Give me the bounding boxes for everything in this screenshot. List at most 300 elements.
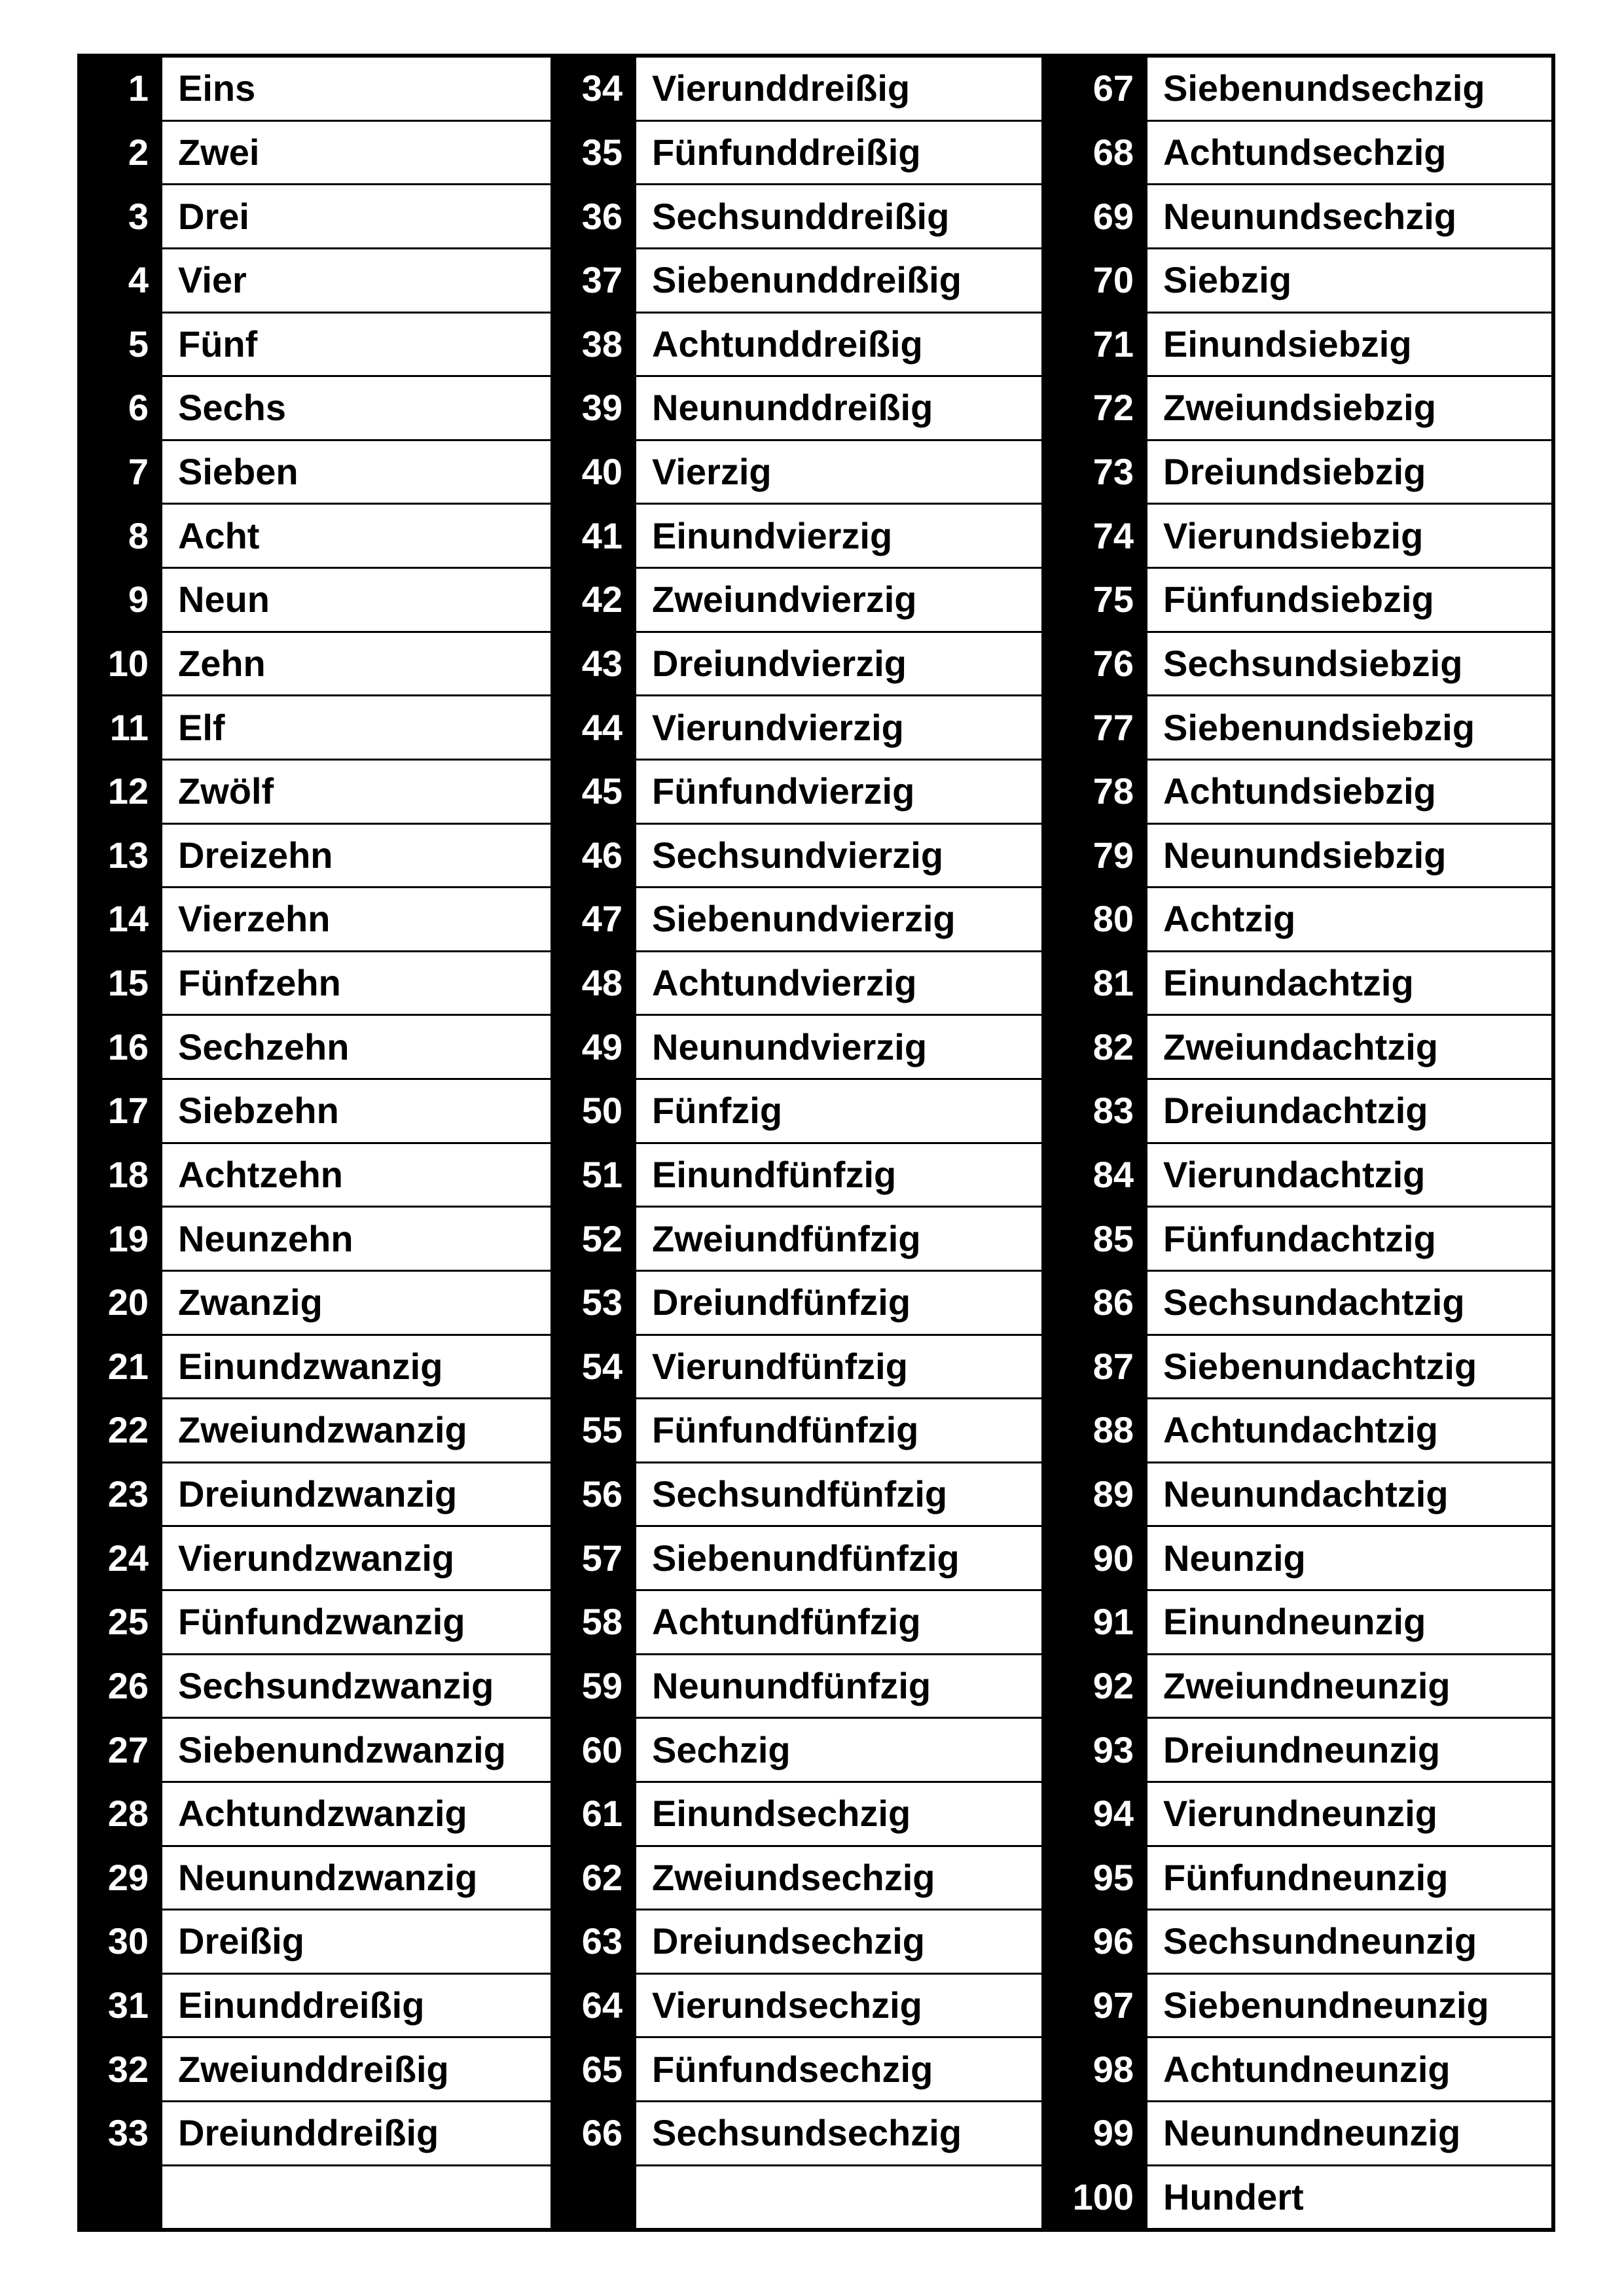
table-row — [1044, 1397, 1551, 1462]
word-cell — [634, 2166, 1041, 2229]
number-cell: 76 — [1044, 633, 1146, 695]
number-cell: 27 — [81, 1719, 160, 1781]
word-cell: Zweiundsiebzig — [1146, 377, 1551, 439]
table-row — [81, 58, 550, 120]
number-cell: 19 — [81, 1208, 160, 1270]
word-cell: Neunzig — [1146, 1527, 1551, 1589]
table-row — [553, 1973, 1041, 2037]
word-cell: Vierundfünfzig — [634, 1336, 1041, 1398]
word-cell: Neunundsechzig — [1146, 185, 1551, 247]
number-cell: 51 — [553, 1144, 634, 1206]
word-cell: Drei — [160, 185, 550, 247]
word-cell: Dreiundsiebzig — [1146, 441, 1551, 503]
table-row — [81, 375, 550, 439]
number-cell: 79 — [1044, 825, 1146, 887]
table-row — [553, 567, 1041, 631]
word-cell: Dreiunddreißig — [160, 2102, 550, 2164]
table-row — [81, 1462, 550, 1526]
number-cell: 63 — [553, 1910, 634, 1973]
number-cell: 45 — [553, 761, 634, 823]
word-cell: Neunundsiebzig — [1146, 825, 1551, 887]
table-row — [81, 1909, 550, 1973]
word-cell: Sieben — [160, 441, 550, 503]
table-row — [553, 247, 1041, 312]
number-cell: 84 — [1044, 1144, 1146, 1206]
word-cell: Einundfünfzig — [634, 1144, 1041, 1206]
number-cell: 70 — [1044, 249, 1146, 312]
table-row — [1044, 439, 1551, 503]
number-cell: 77 — [1044, 696, 1146, 759]
number-cell: 9 — [81, 569, 160, 631]
number-cell: 96 — [1044, 1910, 1146, 1973]
word-cell: Fünfundsechzig — [634, 2038, 1041, 2100]
word-cell: Einunddreißig — [160, 1975, 550, 2037]
number-cell: 78 — [1044, 761, 1146, 823]
number-cell: 1 — [81, 58, 160, 120]
table-row — [81, 1206, 550, 1270]
word-cell: Fünfundzwanzig — [160, 1591, 550, 1653]
number-cell: 37 — [553, 249, 634, 312]
number-cell: 38 — [553, 314, 634, 376]
number-cell: 43 — [553, 633, 634, 695]
word-cell: Dreiundachtzig — [1146, 1080, 1551, 1142]
number-cell: 92 — [1044, 1655, 1146, 1717]
word-cell: Neun — [160, 569, 550, 631]
number-cell: 47 — [553, 888, 634, 950]
table-row — [553, 886, 1041, 950]
word-cell: Dreiundvierzig — [634, 633, 1041, 695]
table-row — [1044, 1462, 1551, 1526]
table-row — [553, 1270, 1041, 1334]
number-cell: 15 — [81, 952, 160, 1014]
table-row — [553, 120, 1041, 184]
table-row — [81, 1014, 550, 1078]
word-cell: Sechsundfünfzig — [634, 1463, 1041, 1526]
number-cell: 34 — [553, 58, 634, 120]
word-cell: Fünf — [160, 314, 550, 376]
table-row — [1044, 1014, 1551, 1078]
table-row — [81, 1653, 550, 1717]
table-row — [81, 1270, 550, 1334]
number-cell: 44 — [553, 696, 634, 759]
word-cell: Siebenundsechzig — [1146, 58, 1551, 120]
word-cell: Siebenunddreißig — [634, 249, 1041, 312]
number-cell: 8 — [81, 505, 160, 567]
word-cell: Dreiundneunzig — [1146, 1719, 1551, 1781]
table-row — [81, 1589, 550, 1653]
word-cell: Hundert — [1146, 2166, 1551, 2229]
number-cell: 6 — [81, 377, 160, 439]
word-cell: Sechsunddreißig — [634, 185, 1041, 247]
table-row — [1044, 886, 1551, 950]
number-cell — [553, 2166, 634, 2229]
table-row — [81, 2036, 550, 2100]
number-cell: 36 — [553, 185, 634, 247]
number-cell: 95 — [1044, 1847, 1146, 1909]
table-row — [553, 1206, 1041, 1270]
table-row — [553, 1397, 1041, 1462]
number-cell: 58 — [553, 1591, 634, 1653]
table-row — [1044, 694, 1551, 759]
word-cell — [160, 2166, 550, 2229]
table-row — [81, 2100, 550, 2164]
word-cell: Dreiundsechzig — [634, 1910, 1041, 1973]
word-cell: Achtundneunzig — [1146, 2038, 1551, 2100]
number-cell: 60 — [553, 1719, 634, 1781]
word-cell: Zwölf — [160, 761, 550, 823]
table-row — [553, 503, 1041, 567]
number-cell: 35 — [553, 122, 634, 184]
word-cell: Zweiundachtzig — [1146, 1016, 1551, 1078]
number-cell: 11 — [81, 696, 160, 759]
table-row — [81, 823, 550, 887]
table-row — [81, 1717, 550, 1781]
number-cell: 32 — [81, 2038, 160, 2100]
number-cell: 10 — [81, 633, 160, 695]
word-cell: Sechsundsiebzig — [1146, 633, 1551, 695]
word-cell: Vierundzwanzig — [160, 1527, 550, 1589]
number-cell: 86 — [1044, 1272, 1146, 1334]
word-cell: Vierundsechzig — [634, 1975, 1041, 2037]
number-cell: 93 — [1044, 1719, 1146, 1781]
number-cell: 14 — [81, 888, 160, 950]
number-cell: 2 — [81, 122, 160, 184]
number-cell: 91 — [1044, 1591, 1146, 1653]
word-cell: Achtundzwanzig — [160, 1783, 550, 1845]
word-cell: Dreiundfünfzig — [634, 1272, 1041, 1334]
number-cell: 87 — [1044, 1336, 1146, 1398]
word-cell: Sechzehn — [160, 1016, 550, 1078]
word-cell: Einundzwanzig — [160, 1336, 550, 1398]
table-row — [1044, 1973, 1551, 2037]
table-row — [553, 1845, 1041, 1909]
number-cell: 13 — [81, 825, 160, 887]
table-row — [1044, 375, 1551, 439]
word-cell: Zweiundfünfzig — [634, 1208, 1041, 1270]
word-cell: Einundsechzig — [634, 1783, 1041, 1845]
table-column-2 — [550, 58, 1041, 2228]
number-cell: 48 — [553, 952, 634, 1014]
table-row — [81, 2164, 550, 2229]
word-cell: Fünfzehn — [160, 952, 550, 1014]
word-cell: Zweiundvierzig — [634, 569, 1041, 631]
word-cell: Achtundfünfzig — [634, 1591, 1041, 1653]
number-words-table — [77, 54, 1555, 2232]
number-cell: 68 — [1044, 122, 1146, 184]
number-cell: 28 — [81, 1783, 160, 1845]
table-row — [81, 759, 550, 823]
number-cell: 57 — [553, 1527, 634, 1589]
number-cell: 31 — [81, 1975, 160, 2037]
word-cell: Fünfundvierzig — [634, 761, 1041, 823]
number-cell: 30 — [81, 1910, 160, 1973]
number-cell: 29 — [81, 1847, 160, 1909]
word-cell: Siebzig — [1146, 249, 1551, 312]
number-cell: 21 — [81, 1336, 160, 1398]
number-cell: 12 — [81, 761, 160, 823]
number-cell: 23 — [81, 1463, 160, 1526]
number-cell: 64 — [553, 1975, 634, 2037]
word-cell: Siebenundzwanzig — [160, 1719, 550, 1781]
number-cell: 16 — [81, 1016, 160, 1078]
number-cell: 5 — [81, 314, 160, 376]
word-cell: Dreizehn — [160, 825, 550, 887]
word-cell: Vierunddreißig — [634, 58, 1041, 120]
table-row — [81, 503, 550, 567]
word-cell: Einundvierzig — [634, 505, 1041, 567]
table-row — [553, 1462, 1041, 1526]
number-cell: 59 — [553, 1655, 634, 1717]
number-cell: 26 — [81, 1655, 160, 1717]
word-cell: Neunundvierzig — [634, 1016, 1041, 1078]
number-cell: 69 — [1044, 185, 1146, 247]
word-cell: Vierzig — [634, 441, 1041, 503]
table-row — [1044, 503, 1551, 567]
number-cell: 71 — [1044, 314, 1146, 376]
table-row — [553, 1142, 1041, 1206]
word-cell: Neunzehn — [160, 1208, 550, 1270]
table-row — [1044, 1142, 1551, 1206]
number-cell: 50 — [553, 1080, 634, 1142]
number-cell: 75 — [1044, 569, 1146, 631]
table-row — [553, 375, 1041, 439]
number-cell — [81, 2166, 160, 2229]
table-row — [553, 1525, 1041, 1589]
table-row — [1044, 1781, 1551, 1845]
number-cell: 97 — [1044, 1975, 1146, 2037]
word-cell: Zweiundsechzig — [634, 1847, 1041, 1909]
word-cell: Sechsundsechzig — [634, 2102, 1041, 2164]
number-cell: 39 — [553, 377, 634, 439]
word-cell: Siebenundachtzig — [1146, 1336, 1551, 1398]
table-row — [81, 950, 550, 1014]
word-cell: Einundneunzig — [1146, 1591, 1551, 1653]
table-row — [553, 1909, 1041, 1973]
table-row — [553, 1653, 1041, 1717]
number-cell: 72 — [1044, 377, 1146, 439]
word-cell: Fünfundfünfzig — [634, 1399, 1041, 1462]
word-cell: Sechsundneunzig — [1146, 1910, 1551, 1973]
table-row — [81, 1078, 550, 1142]
table-row — [81, 120, 550, 184]
number-cell: 66 — [553, 2102, 634, 2164]
table-row — [553, 1078, 1041, 1142]
word-cell: Einundsiebzig — [1146, 314, 1551, 376]
table-row — [553, 1589, 1041, 1653]
word-cell: Siebzehn — [160, 1080, 550, 1142]
word-cell: Sechsundachtzig — [1146, 1272, 1551, 1334]
table-row — [1044, 631, 1551, 695]
number-cell: 62 — [553, 1847, 634, 1909]
word-cell: Fünfzig — [634, 1080, 1041, 1142]
number-cell: 40 — [553, 441, 634, 503]
table-row — [81, 886, 550, 950]
number-cell: 55 — [553, 1399, 634, 1462]
word-cell: Sechsundvierzig — [634, 825, 1041, 887]
word-cell: Acht — [160, 505, 550, 567]
table-row — [81, 1397, 550, 1462]
table-row — [1044, 1717, 1551, 1781]
number-cell: 49 — [553, 1016, 634, 1078]
number-cell: 52 — [553, 1208, 634, 1270]
table-row — [553, 58, 1041, 120]
table-row — [553, 759, 1041, 823]
number-cell: 85 — [1044, 1208, 1146, 1270]
table-row — [1044, 2100, 1551, 2164]
word-cell: Sechsundzwanzig — [160, 1655, 550, 1717]
word-cell: Vierundneunzig — [1146, 1783, 1551, 1845]
number-cell: 20 — [81, 1272, 160, 1334]
number-cell: 3 — [81, 185, 160, 247]
number-cell: 89 — [1044, 1463, 1146, 1526]
table-row — [553, 950, 1041, 1014]
number-cell: 61 — [553, 1783, 634, 1845]
word-cell: Zweiundneunzig — [1146, 1655, 1551, 1717]
number-cell: 42 — [553, 569, 634, 631]
word-cell: Eins — [160, 58, 550, 120]
number-cell: 4 — [81, 249, 160, 312]
table-row — [553, 1334, 1041, 1398]
word-cell: Neununddreißig — [634, 377, 1041, 439]
table-row — [81, 247, 550, 312]
word-cell: Elf — [160, 696, 550, 759]
number-cell: 24 — [81, 1527, 160, 1589]
table-row — [1044, 1589, 1551, 1653]
table-row — [553, 1717, 1041, 1781]
word-cell: Neunundachtzig — [1146, 1463, 1551, 1526]
table-row — [81, 1525, 550, 1589]
table-column-1 — [81, 58, 550, 2228]
table-row — [1044, 2164, 1551, 2229]
table-row — [1044, 2036, 1551, 2100]
table-row — [1044, 183, 1551, 247]
table-column-3 — [1041, 58, 1551, 2228]
table-row — [553, 2036, 1041, 2100]
table-row — [553, 631, 1041, 695]
table-row — [553, 2164, 1041, 2229]
number-cell: 22 — [81, 1399, 160, 1462]
number-cell: 25 — [81, 1591, 160, 1653]
word-cell: Siebenundvierzig — [634, 888, 1041, 950]
word-cell: Zweiunddreißig — [160, 2038, 550, 2100]
word-cell: Neunundfünfzig — [634, 1655, 1041, 1717]
word-cell: Achtundsiebzig — [1146, 761, 1551, 823]
word-cell: Vierundachtzig — [1146, 1144, 1551, 1206]
word-cell: Fünfundachtzig — [1146, 1208, 1551, 1270]
table-row — [1044, 567, 1551, 631]
word-cell: Achtundvierzig — [634, 952, 1041, 1014]
word-cell: Zwei — [160, 122, 550, 184]
word-cell: Zweiundzwanzig — [160, 1399, 550, 1462]
table-row — [1044, 247, 1551, 312]
table-row — [81, 1142, 550, 1206]
table-row — [1044, 1334, 1551, 1398]
word-cell: Achtundsechzig — [1146, 122, 1551, 184]
word-cell: Zwanzig — [160, 1272, 550, 1334]
number-cell: 74 — [1044, 505, 1146, 567]
word-cell: Fünfundneunzig — [1146, 1847, 1551, 1909]
table-row — [1044, 1909, 1551, 1973]
word-cell: Fünfunddreißig — [634, 122, 1041, 184]
word-cell: Dreißig — [160, 1910, 550, 1973]
table-row — [1044, 823, 1551, 887]
number-cell: 56 — [553, 1463, 634, 1526]
number-cell: 81 — [1044, 952, 1146, 1014]
table-row — [553, 823, 1041, 887]
number-cell: 73 — [1044, 441, 1146, 503]
word-cell: Dreiundzwanzig — [160, 1463, 550, 1526]
word-cell: Neunundzwanzig — [160, 1847, 550, 1909]
word-cell: Siebenundfünfzig — [634, 1527, 1041, 1589]
number-cell: 83 — [1044, 1080, 1146, 1142]
table-row — [553, 2100, 1041, 2164]
number-cell: 7 — [81, 441, 160, 503]
word-cell: Achtzehn — [160, 1144, 550, 1206]
number-cell: 41 — [553, 505, 634, 567]
table-row — [1044, 1845, 1551, 1909]
word-cell: Siebenundneunzig — [1146, 1975, 1551, 2037]
table-row — [1044, 120, 1551, 184]
table-row — [1044, 1270, 1551, 1334]
word-cell: Zehn — [160, 633, 550, 695]
table-row — [81, 439, 550, 503]
table-row — [81, 1973, 550, 2037]
table-row — [553, 439, 1041, 503]
word-cell: Einundachtzig — [1146, 952, 1551, 1014]
table-row — [1044, 58, 1551, 120]
number-cell: 67 — [1044, 58, 1146, 120]
word-cell: Vierzehn — [160, 888, 550, 950]
table-row — [1044, 950, 1551, 1014]
table-row — [81, 567, 550, 631]
table-row — [553, 312, 1041, 376]
number-cell: 90 — [1044, 1527, 1146, 1589]
number-cell: 18 — [81, 1144, 160, 1206]
word-cell: Vierundsiebzig — [1146, 505, 1551, 567]
table-row — [81, 1845, 550, 1909]
table-row — [81, 1781, 550, 1845]
number-cell: 94 — [1044, 1783, 1146, 1845]
number-cell: 33 — [81, 2102, 160, 2164]
word-cell: Fünfundsiebzig — [1146, 569, 1551, 631]
table-row — [553, 1014, 1041, 1078]
word-cell: Achtunddreißig — [634, 314, 1041, 376]
number-cell: 98 — [1044, 2038, 1146, 2100]
number-cell: 80 — [1044, 888, 1146, 950]
table-row — [1044, 1525, 1551, 1589]
word-cell: Vier — [160, 249, 550, 312]
table-row — [553, 183, 1041, 247]
table-row — [1044, 759, 1551, 823]
number-cell: 88 — [1044, 1399, 1146, 1462]
number-cell: 53 — [553, 1272, 634, 1334]
table-row — [1044, 1078, 1551, 1142]
number-cell: 99 — [1044, 2102, 1146, 2164]
table-row — [553, 1781, 1041, 1845]
table-row — [81, 694, 550, 759]
number-cell: 100 — [1044, 2166, 1146, 2229]
number-cell: 54 — [553, 1336, 634, 1398]
table-row — [1044, 1653, 1551, 1717]
table-row — [81, 1334, 550, 1398]
word-cell: Sechzig — [634, 1719, 1041, 1781]
table-row — [81, 183, 550, 247]
word-cell: Sechs — [160, 377, 550, 439]
table-row — [81, 631, 550, 695]
number-cell: 17 — [81, 1080, 160, 1142]
table-row — [1044, 312, 1551, 376]
word-cell: Neunundneunzig — [1146, 2102, 1551, 2164]
